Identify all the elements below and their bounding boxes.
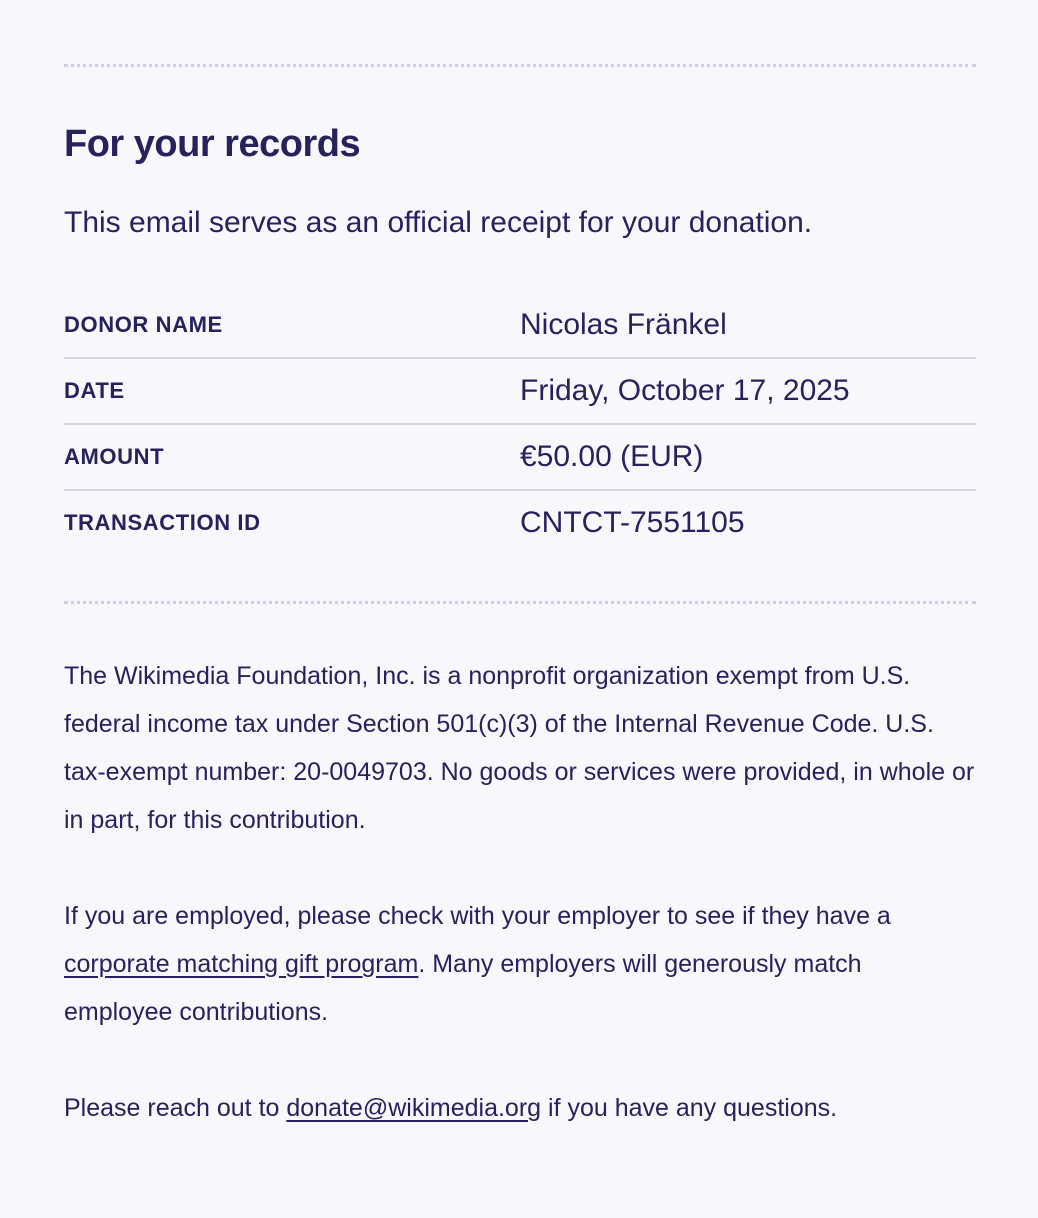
receipt-table: [64, 293, 976, 555]
matching-gift-paragraph: [64, 892, 976, 1036]
matching-text-before: If you are employed, please check with your employer to see if they have a: [64, 902, 891, 930]
section-heading: For your records: [64, 123, 361, 165]
date-value: Friday, October 17, 2025: [520, 374, 850, 407]
table-row-date: [64, 358, 976, 424]
amount-label: AMOUNT: [64, 444, 165, 469]
date-label: DATE: [64, 378, 125, 403]
donate-email-link[interactable]: donate@wikimedia.org: [286, 1094, 542, 1122]
receipt-intro: This email serves as an official receipt for your donation.: [64, 206, 813, 239]
table-row-donor-name: [64, 293, 976, 358]
donor-name-label: DONOR NAME: [64, 312, 223, 337]
amount-value: €50.00 (EUR): [520, 440, 704, 473]
transaction-id-value: CNTCT-7551105: [520, 506, 745, 539]
tax-exempt-notice: The Wikimedia Foundation, Inc. is a nonprofit organization exempt from U.S. federal income tax under Section 501(c)(3) of the Internal Revenue Code. U.S. tax-exempt number: 20-0049703. No goods or services were provided, in whole or in part, for this contribution.: [64, 662, 975, 834]
contact-text-before: Please reach out to: [64, 1094, 287, 1122]
table-row-amount: [64, 424, 976, 490]
corporate-matching-gift-link[interactable]: corporate matching gift program: [64, 950, 419, 978]
contact-paragraph: [64, 1084, 976, 1132]
transaction-id-label: TRANSACTION ID: [64, 510, 261, 535]
dotted-divider-top: [64, 64, 976, 67]
contact-text-after: if you have any questions.: [541, 1094, 838, 1122]
table-row-transaction-id: [64, 490, 976, 555]
dotted-divider-middle: [64, 601, 976, 604]
matching-text-after: . Many employers will generously match employee contributions.: [64, 950, 862, 1026]
receipt-section: [64, 0, 976, 1132]
donor-name-value: Nicolas Fränkel: [520, 308, 727, 341]
